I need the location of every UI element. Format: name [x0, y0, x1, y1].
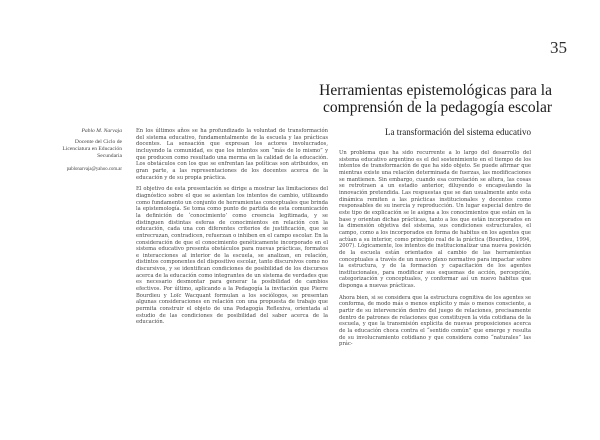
article-title: [252, 82, 552, 116]
article-title-line-1: Herramientas epistemológicas para la: [319, 82, 552, 99]
body-column: [339, 127, 531, 353]
author-role: Docente del Ciclo de Licenciatura en Educación Secundaria: [62, 139, 122, 159]
article-title-line-2: comprensión de la pedagogía escolar: [323, 99, 552, 116]
body-paragraph-1: Un problema que ha sido recurrente a lo largo del desarrollo del sistema educativo argentino es el del sostenimiento en el tiempo de los intentos de transformación de que ha sido objeto. Se puede afirmar que mientras existe una relación determinada de fuerzas, las modificaciones se mantienen. Sin embargo, cuando esa correlación se altera, las cosas se retrotraen a un estadio anterior, diluyendo o encapsulando la innovación pretendida. Las respuestas que se dan usualmente ante esta dinámica remiten a las prácticas institucionales y docentes como responsables de su inercia y reproducción. Un lugar especial dentro de este tipo de explicación se le asigna a los conocimientos que están en la base y orientan dichas prácticas, tanto a los que están incorporados en la dimensión objetiva del sistema, sus condiciones estructurales, el campo, como a los incorporados en forma de habitus en los agentes que actúan a su interior, como principio real de la práctica (Bourdieu, 1994, 2007). Lógicamente, los intentos de institucionalizar una nueva posición de la escuela están orientados al cambio de las herramientas conceptuales a través de un nuevo plexo normativo para impactar sobre la estructura, y de la formación y capacitación de los agentes institucionales, para modificar sus esquemas de acción, percepción, categorización y conceptuales, y conformar así un nuevo habitus que disponga a nuevas prácticas.: [339, 150, 531, 290]
abstract-paragraph-2: El objetivo de esta presentación se dirige a mostrar las limitaciones del diagnóstico sobre el que se asientan los intentos de cambio, utilizando como fundamento un conjunto de herramientas conceptuales que brinda la epistemología. Se toma como punto de partida de esta comunicación la definición de ‘conocimiento’ como creencia legitimada, y se distinguen distintas esferas de conocimientos en relación con la educación, cada una con diferentes criterios de justificación, que se entrecruzan, contradicen, refuerzan o inhiben en el campo escolar. En la consideración de que el conocimiento genéticamente incorporado en el sistema educativo presenta obstáculos para nuevas prácticas, formatos e interacciones al interior de la escuela, se analizan, en relación, distintos componentes del dispositivo escolar, tanto discursivos como no discursivos, y se identifican condiciones de posibilidad de los discursos acerca de la educación como integrantes de un sistema de verdades que es necesario desmontar para generar la posibilidad de cambios efectivos. Por último, aplicando a la Pedagogía la invitación que Pierre Bourdieu y Loïc Wacquant formulan a los sociólogos, se presentan algunas consideraciones en relación con una propuesta de trabajo que permita construir el objeto de una Pedagogía Reflexiva, orientada al estudio de las condiciones de posibilidad del saber acerca de la educación.: [136, 186, 328, 326]
author-email: pablonarvaja@yahoo.com.ar: [66, 167, 122, 172]
author-name: Pablo M. Narvaja: [81, 128, 122, 134]
page-number: 35: [550, 38, 567, 57]
section-heading: La transformación del sistema educativo: [385, 127, 531, 137]
abstract-column: [136, 128, 328, 331]
body-paragraph-2: Ahora bien, si se considera que la estructura cognitiva de los agentes se conforma, de modo más o menos explícito y más o menos consciente, a partir de su intervención dentro del juego de relaciones, precisamente dentro de patrones de relaciones que constituyen la vida cotidiana de la escuela, y que la transmisión explícita de nuevas proposiciones acerca de la educación choca contra el “sentido común” que emerge y resulta de su involucramiento cotidiano y que considera como “naturales” las prác-: [339, 294, 531, 348]
abstract-paragraph-1: En los últimos años se ha profundizado la voluntad de transformación del sistema educativo, fundamentalmente de la escuela y las prácticas docentes. La sensación que expresan los actores involucrados, incluyendo la comunidad, es que los intentos son “más de lo mismo” y que producen como resultado una merma en la calidad de la educación. Los obstáculos con los que se enfrentan las políticas son atribuidos, en gran parte, a las representaciones de los docentes acerca de la educación y de su propia práctica.: [136, 128, 328, 181]
author-block: [50, 128, 122, 173]
